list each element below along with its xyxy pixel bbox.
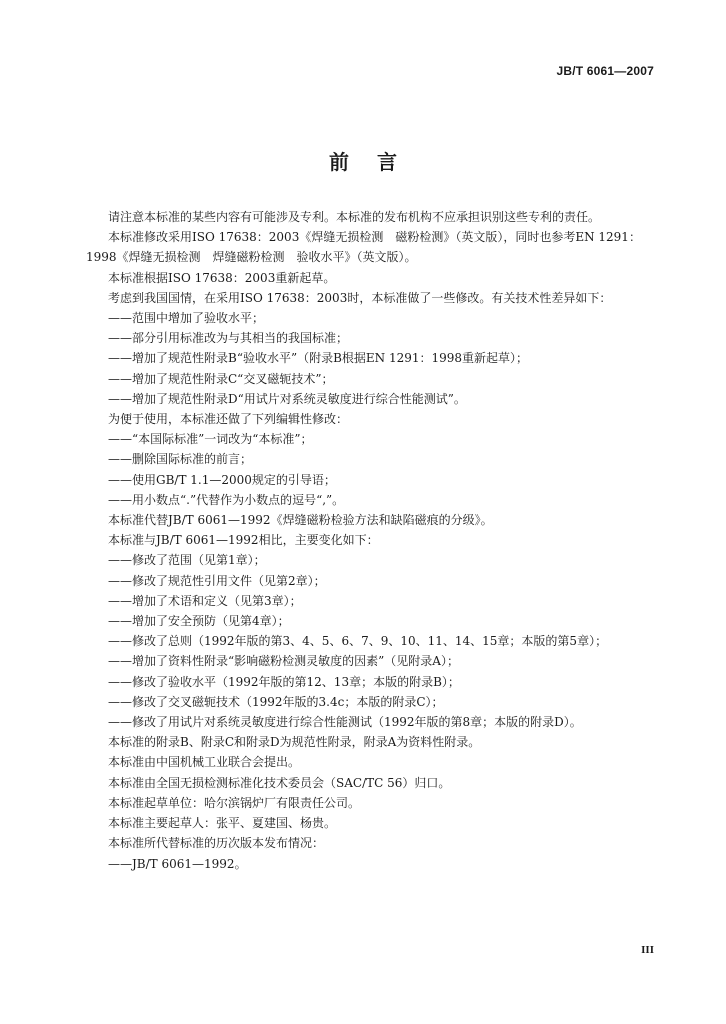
paragraph: ——范围中增加了验收水平； xyxy=(108,311,265,326)
paragraph: ——增加了安全预防（见第4章）； xyxy=(108,614,290,629)
paragraph: ——修改了规范性引用文件（见第2章）； xyxy=(108,573,326,588)
paragraph: 为便于使用，本标准还做了下列编辑性修改： xyxy=(108,412,349,427)
page-number: III xyxy=(641,944,654,956)
standard-code: JB/T 6061—2007 xyxy=(556,64,654,78)
paragraph: ——“本国际标准”一词改为“本标准”； xyxy=(108,432,313,447)
page-title: 前言 xyxy=(329,150,425,174)
foreword-body xyxy=(86,207,642,874)
paragraph: 本标准由中国机械工业联合会提出。 xyxy=(108,755,301,770)
paragraph: 本标准所代替标准的历次版本发布情况： xyxy=(108,836,325,851)
paragraph: ——增加了术语和定义（见第3章）； xyxy=(108,593,302,608)
paragraph: ——修改了交叉磁轭技术（1992年版的3.4c；本版的附录C）； xyxy=(108,694,444,709)
paragraph: ——用小数点“.”代替作为小数点的逗号“,”。 xyxy=(108,492,345,507)
paragraph: ——使用GB/T 1.1—2000规定的引导语； xyxy=(108,472,336,487)
paragraph: ——JB/T 6061—1992。 xyxy=(108,856,247,871)
paragraph: ——增加了资料性附录“影响磁粉检测灵敏度的因素”（见附录A）； xyxy=(108,654,459,669)
paragraph: ——修改了总则（1992年版的第3、4、5、6、7、9、10、11、14、15章；本版的第5章）； xyxy=(108,634,608,649)
paragraph: 本标准起草单位：哈尔滨锅炉厂有限责任公司。 xyxy=(108,795,361,810)
paragraph: ——增加了规范性附录C“交叉磁轭技术”； xyxy=(108,371,334,386)
paragraph: ——增加了规范性附录B“验收水平”（附录B根据EN 1291：1998重新起草）； xyxy=(108,351,529,366)
paragraph: 请注意本标准的某些内容有可能涉及专利。本标准的发布机构不应承担识别这些专利的责任。 xyxy=(108,210,601,224)
paragraph: ——部分引用标准改为与其相当的我国标准； xyxy=(108,331,349,346)
paragraph: 本标准代替JB/T 6061—1992《焊缝磁粉检验方法和缺陷磁痕的分级》。 xyxy=(108,513,493,528)
paragraph: 本标准主要起草人：张平、夏建国、杨贵。 xyxy=(108,816,337,831)
paragraph: 本标准的附录B、附录C和附录D为规范性附录，附录A为资料性附录。 xyxy=(108,735,481,750)
paragraph: 1998《焊缝无损检测 焊缝磁粉检测 验收水平》（英文版）。 xyxy=(86,250,417,265)
paragraph: 考虑到我国国情，在采用ISO 17638：2003时，本标准做了一些修改。有关技术性差异如下： xyxy=(108,290,612,305)
paragraph: 本标准修改采用ISO 17638：2003《焊缝无损检测 磁粉检测》（英文版），同时也参考EN 1291： xyxy=(108,230,641,245)
paragraph: ——增加了规范性附录D“用试片对系统灵敏度进行综合性能测试”。 xyxy=(108,391,466,406)
paragraph: ——修改了验收水平（1992年版的第12、13章；本版的附录B）； xyxy=(108,674,460,689)
paragraph: ——修改了用试片对系统灵敏度进行综合性能测试（1992年版的第8章；本版的附录D）。 xyxy=(108,715,582,730)
paragraph: 本标准由全国无损检测标准化技术委员会（SAC/TC 56）归口。 xyxy=(108,775,451,790)
paragraph: 本标准与JB/T 6061—1992相比，主要变化如下： xyxy=(108,533,379,548)
paragraph: ——删除国际标准的前言； xyxy=(108,452,253,467)
paragraph: 本标准根据ISO 17638：2003重新起草。 xyxy=(108,270,336,285)
paragraph: ——修改了范围（见第1章）； xyxy=(108,553,266,568)
